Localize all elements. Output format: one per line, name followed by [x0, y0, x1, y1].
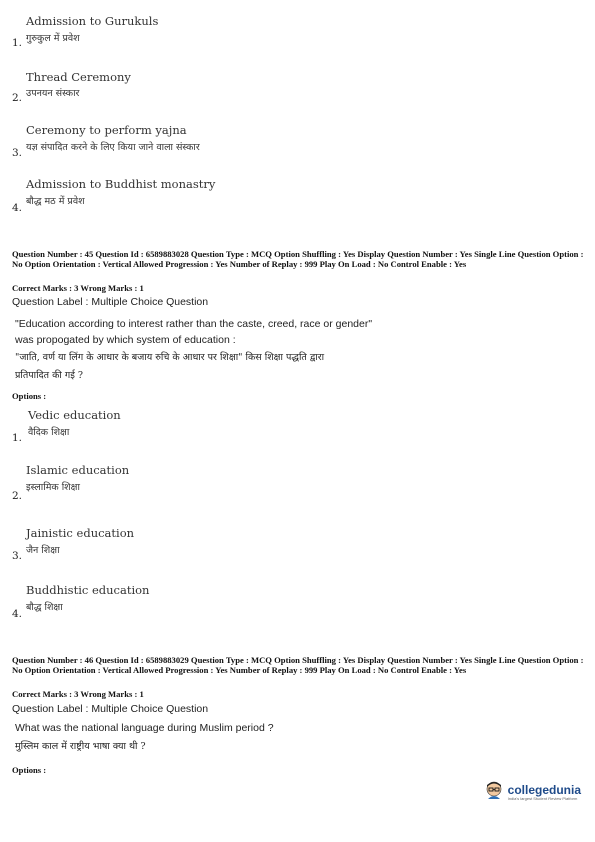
options-label: Options : — [12, 765, 47, 775]
question-text-en-line1: "Education according to interest rather than the caste, creed, race or gender" — [15, 318, 373, 330]
option-text-en: Vedic education — [28, 408, 121, 422]
question-label: Question Label : Multiple Choice Question — [12, 296, 209, 308]
question-meta: Question Number : 45 Question Id : 6589883028 Question Type : MCQ Option Shuffling : Yes Display Question Number : Yes Single Line Question Option : No Option Orientation : Vertical Allowed Progression : Yes Number of Replay : 999 Play On Load : No Control Enable : Yes — [12, 249, 584, 269]
option-number: 4. — [12, 608, 23, 620]
question-text-hi: मुस्लिम काल में राष्ट्रीय भाषा क्या थी ? — [15, 741, 146, 752]
option-text-en: Admission to Gurukuls — [26, 14, 159, 28]
question-marks: Correct Marks : 3 Wrong Marks : 1 — [12, 283, 144, 293]
option-text-hi: बौद्ध मठ में प्रवेश — [26, 196, 85, 207]
question-text-en: What was the national language during Muslim period ? — [15, 722, 274, 734]
option-number: 3. — [12, 550, 23, 562]
option-number: 1. — [12, 37, 23, 49]
option-number: 2. — [12, 490, 23, 502]
question-text-en-line2: was propogated by which system of education : — [15, 334, 236, 346]
option-text-hi: गुरुकुल में प्रवेश — [26, 33, 80, 44]
option-number: 4. — [12, 202, 23, 214]
option-text-en: Thread Ceremony — [26, 70, 131, 84]
option-text-hi: यज्ञ संपादित करने के लिए किया जाने वाला संस्कार — [26, 142, 200, 153]
option-number: 3. — [12, 147, 23, 159]
option-text-en: Islamic education — [26, 463, 130, 477]
option-text-hi: इस्लामिक शिक्षा — [26, 482, 80, 493]
option-text-en: Jainistic education — [26, 526, 135, 540]
option-text-en: Buddhistic education — [26, 583, 150, 597]
logo-name: collegedunia — [507, 782, 581, 797]
question-text-hi-line1: "जाति, वर्ण या लिंग के आधार के बजाय रुचि के आधार पर शिक्षा" किस शिक्षा पद्धति द्वारा — [15, 352, 325, 363]
question-marks: Correct Marks : 3 Wrong Marks : 1 — [12, 689, 144, 699]
option-text-hi: वैदिक शिक्षा — [28, 427, 70, 438]
option-text-hi: उपनयन संस्कार — [26, 88, 80, 99]
collegedunia-logo — [484, 780, 581, 804]
logo-tagline: India's largest Student Review Platform — [507, 795, 578, 801]
option-number: 2. — [12, 92, 23, 104]
option-text-hi: जैन शिक्षा — [26, 545, 60, 556]
option-text-en: Ceremony to perform yajna — [26, 123, 187, 137]
option-number: 1. — [12, 432, 23, 444]
question-meta: Question Number : 46 Question Id : 6589883029 Question Type : MCQ Option Shuffling : Yes Display Question Number : Yes Single Line Question Option : No Option Orientation : Vertical Allowed Progression : Yes Number of Replay : 999 Play On Load : No Control Enable : Yes — [12, 655, 584, 675]
question-text-hi-line2: प्रतिपादित की गई ? — [15, 370, 83, 381]
options-label: Options : — [12, 391, 47, 401]
option-text-en: Admission to Buddhist monastry — [26, 177, 216, 191]
student-avatar-icon — [484, 780, 504, 804]
option-text-hi: बौद्ध शिक्षा — [26, 602, 63, 613]
question-label: Question Label : Multiple Choice Question — [12, 703, 209, 715]
